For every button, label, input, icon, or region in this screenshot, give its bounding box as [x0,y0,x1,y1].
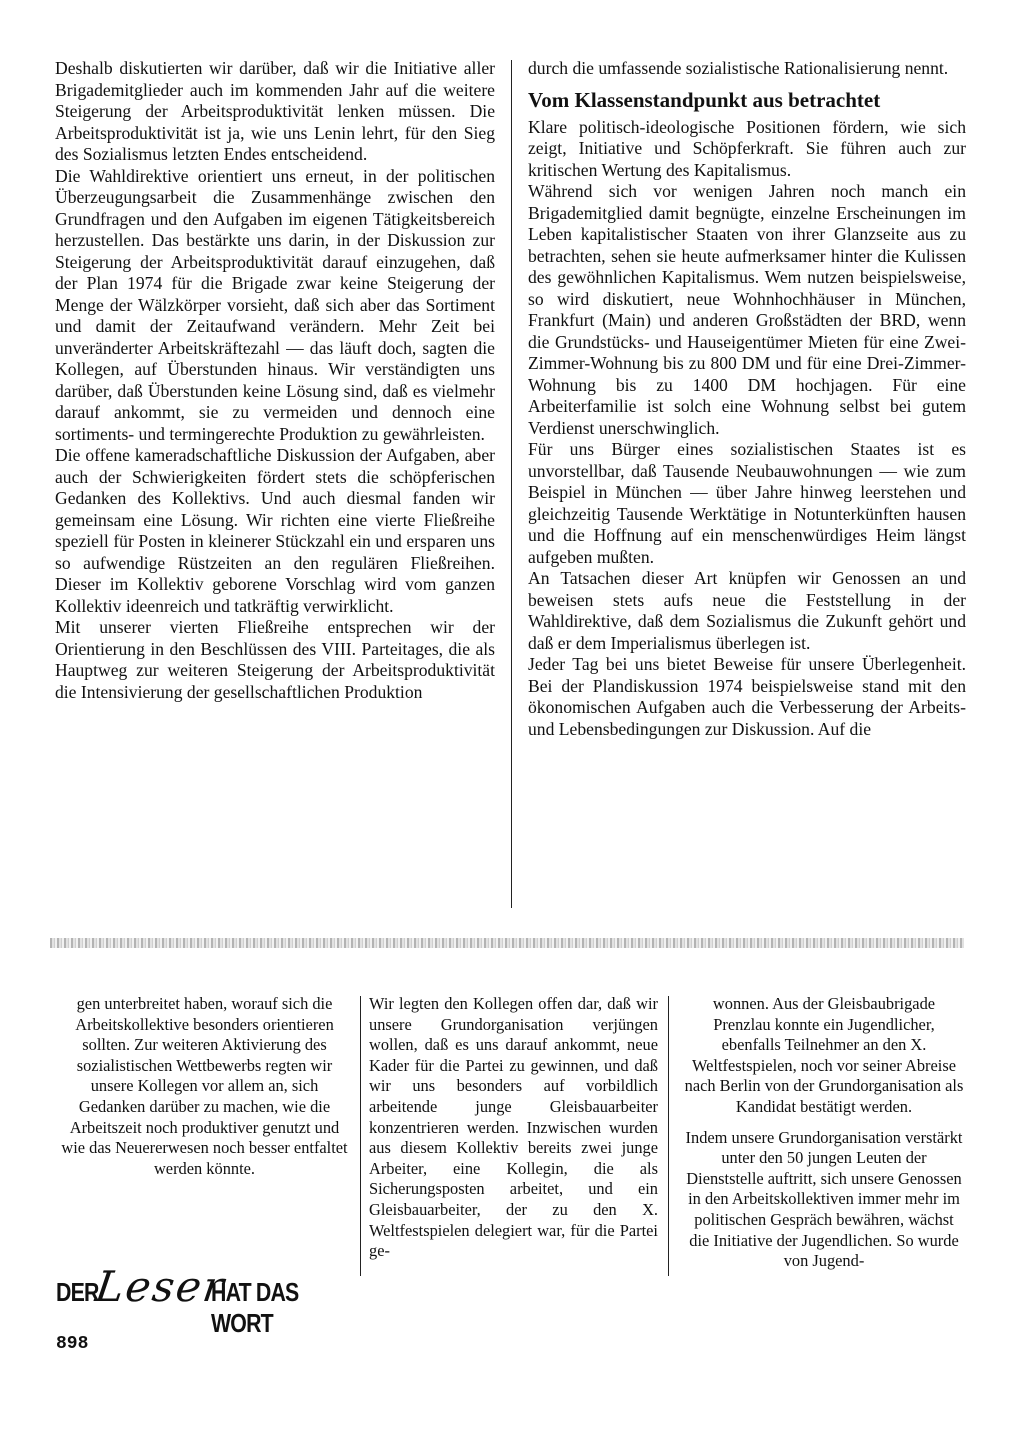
section-heading: Vom Klassenstandpunkt aus betrachtet [528,87,881,112]
paragraph: durch die umfassende sozialistische Rationalisierung nennt. [528,58,949,78]
logo-word-leser: Leser [92,1262,229,1311]
paragraph: Wir legten den Kollegen offen dar, daß wir unsere Grundorganisation verjüngen wollen, daß es uns darauf ankommt, neue Kader für die Partei zu gewinnen, und daß wir uns besonders auf vorbildlich arbeitende junge Gleisbauarbeiter konzentrieren werden. Inzwischen wurden aus diesem Kollektiv bereits zwei junge Arbeiter, eine Kollegin, die als Sicherungsposten arbeitet, und ein Gleisbauarbeiter, der zu den X. Weltfestspielen delegiert war, für die Partei ge- [369,994,658,1261]
column-divider [360,996,361,1276]
column-divider [668,996,669,1276]
article-bottom-left-column [56,994,353,1179]
paragraph: wonnen. Aus der Gleisbaubrigade Prenzlau konnte ein Jugendlicher, ebenfalls Teilnehmer an den X. Weltfestspielen, noch vor seiner Abreise nach Berlin von der Grundorganisation als Kandidat bestätigt werden. [684,994,964,1116]
paragraph: Jeder Tag bei uns bietet Beweise für unsere Überlegenheit. Bei der Plandiskussion 1974 beispielsweise stand mit den ökonomischen Aufgaben auch die Verbesserung der Arbeits- und Lebensbedingungen zur Diskussion. Auf die [528,654,966,739]
article-top-left-column [55,58,495,703]
paragraph: Während sich vor wenigen Jahren noch manch ein Brigademitglied damit begnügte, einzelne Erscheinungen im Leben kapitalistischer Staaten von ihrer Glanzseite aus zu betrachten, sehen sie heute aufmerksamer hinter die Kulissen des gewöhnlichen Kapitalismus. Wem nutzen beispielsweise, so wird diskutiert, neue Wohnhochhäuser in München, Frankfurt (Main) und anderen Großstädten der BRD, wenn die Grundstücks- und Hauseigentümer Mieten für eine Zwei-Zimmer-Wohnung bis zu 800 DM und für eine Drei-Zimmer-Wohnung bis zu 1400 DM hochjagen. Für eine Arbeiterfamilie ist solch eine Wohnung selbst bei gutem Verdienst unerschwinglich. [528,181,966,438]
logo-word-hat-das-wort: HAT DAS WORT [211,1277,299,1338]
paragraph: Für uns Bürger eines sozialistischen Staates ist es unvorstellbar, daß Tausende Neubauwohnungen — wie zum Beispiel in München — über Jahre hinweg leerstehen und gleichzeitig Tausende Werktätige in Notunterkünften hausen und die Hoffnung auf ein menschenwürdiges Heim längst aufgeben mußten. [528,439,966,567]
paragraph: Deshalb diskutierten wir darüber, daß wir die Initiative aller Brigademitglieder auch im kommenden Jahr auf die weitere Steigerung der Arbeitsproduktivität lenken müssen. Die Arbeitsproduktivität ist ja, wie uns Lenin lehrt, für den Sieg des Sozialismus letzten Endes entscheidend. [55,58,495,164]
paragraph: Die Wahldirektive orientiert uns erneut, in der politischen Überzeugungsarbeit die Zusammenhänge zwischen den Grundfragen und den Aufgaben im eigenen Tätigkeitsbereich herzustellen. Das bestärkte uns darin, in der Diskussion zur Steigerung der Arbeitsproduktivität darauf einzugehen, daß der Plan 1974 für die Brigade zwar keine Steigerung der Menge der Wälzkörper vorsieht, daß sich aber das Sortiment und damit der Zeitaufwand verändern. Mehr Zeit bei unveränderter Arbeitskräftezahl — das läuft doch, sagten die Kollegen, auf Überstunden hinaus. Wir verständigten uns darüber, daß Überstunden keine Lösung sind, daß es vielmehr darauf ankommt, sie zu vermeiden und dennoch eine sortiments- und termingerechte Produktion zu gewährleisten. [55,165,495,444]
page-number: 898 [56,1334,89,1354]
article-bottom-right-column [683,994,965,1272]
section-separator [50,938,964,948]
paragraph: Die offene kameradschaftliche Diskussion der Aufgaben, aber auch der Schwierigkeiten fördert stets die schöpferischen Gedanken des Kollektivs. Und auch diesmal fanden wir gemeinsam eine Lösung. Wir richten eine vierte Fließreihe speziell für Posten in kleinerer Stückzahl ein und ersparen uns so aufwendige Rüstzeiten an den regulären Fließreihen. Dieser im Kollektiv geborene Vorschlag wird vom ganzen Kollektiv ideenreich und tatkräftig verwirklicht. [55,445,495,616]
article-bottom-middle-column [369,994,658,1262]
paragraph: Mit unserer vierten Fließreihe entsprechen wir der Orientierung in den Beschlüssen des VIII. Parteitages, die als Hauptweg zur weiteren Steigerung der Arbeitsproduktivität die Intensivierung der gesellschaftlichen Produktion [55,617,495,702]
column-logo [56,1262,342,1338]
paragraph: Indem unsere Grundorganisation verstärkt unter den 50 jungen Leuten der Dienststelle auftritt, sich unsere Genossen in den Arbeitskollektiven immer mehr im politischen Gespräch bewähren, wächst die Initiative der Jugendlichen. So wurde von Jugend- [685,1127,963,1271]
logo-word-der: DER [56,1277,99,1307]
article-top-right-column [528,58,966,740]
paragraph: gen unterbreitet haben, worauf sich die Arbeitskollektive besonders orientieren sollten. Zur weiteren Aktivierung des sozialistischen Wettbewerbs regten wir unsere Kollegen vor allem an, sich Gedanken darüber zu machen, wie die Arbeitszeit noch produktiver genutzt und wie das Neuererwesen noch besser entfaltet werden könnte. [61,994,348,1178]
column-divider [511,60,512,908]
paragraph: Klare politisch-ideologische Positionen fördern, wie sich zeigt, Initiative und Schöpferkraft. Sie führen auch zur kritischen Wertung des Kapitalismus. [528,116,966,180]
paragraph: An Tatsachen dieser Art knüpfen wir Genossen an und beweisen stets aufs neue die Feststellung in der Wahldirektive, daß dem Sozialismus die Zukunft gehört und daß er dem Imperialismus überlegen ist. [528,568,966,653]
